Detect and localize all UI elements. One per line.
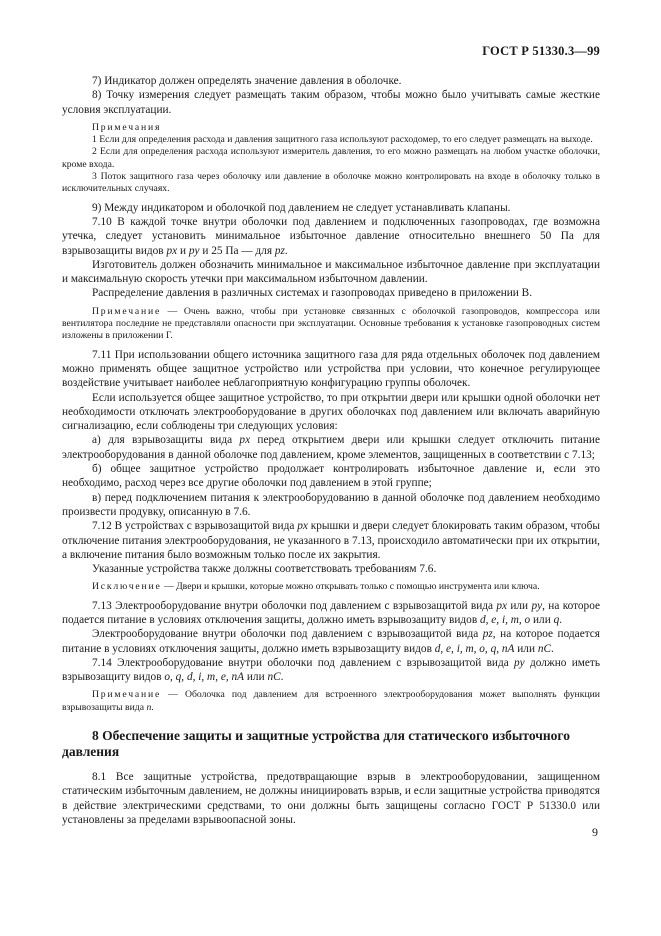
clause-7-11-b: б) общее защитное устройство продолжает контролировать избыточное давление и, если это необходимо, расход через все другие оболочки под давлением в этой группе; xyxy=(62,463,600,490)
note-2: 2 Если для определения расхода используют измеритель давления, то его можно размещать на любом участке оболочки, кроме входа. xyxy=(62,146,600,170)
clause-7-14: 7.14 Электрооборудование внутри оболочки под давлением с взрывозащитой вида py должно иметь взрывозащиту видов o, q, d, i, m, e, nA или nC. xyxy=(62,656,600,684)
item-7: 7) Индикатор должен определять значение давления в оболочке. xyxy=(92,75,402,87)
clause-8-1: 8.1 Все защитные устройства, предотвращающие взрыв в электрооборудовании, защищенном статическим избыточным давлением, не должны инициировать взрыв, и если защитные устройства приводятся в действие электрическими средствами, то они должны быть защищены согласно ГОСТ Р 51330.0 или установлены за пределами взрывоопасной зоны. xyxy=(62,771,600,826)
notes-title: Примечания xyxy=(92,121,162,133)
note-7-14: Примечание — Оболочка под давлением для встроенного электрооборудования может выполнять функции взрывозащиты вида n. xyxy=(62,689,600,713)
page-number: 9 xyxy=(592,825,598,839)
section-8-heading: 8 Обеспечение защиты и защитные устройства для статического избыточного давления xyxy=(62,728,570,760)
clause-7-12: 7.12 В устройствах с взрывозащитой вида px крышки и двери следует блокировать таким образом, чтобы отключение питания электрооборудования, не указанного в 7.13, происходило автоматически при их открытии, а включение питания было возможным только после их закрытия. xyxy=(62,520,600,561)
clause-7-13-pz: Электрооборудование внутри оболочки под давлением с взрывозащитой вида pz, на которое подается питание в условиях отключения защиты, должно иметь взрывозащиту видов d, e, i, m, o, q, nA или nC. xyxy=(62,628,600,655)
note-1: 1 Если для определения расхода и давления защитного газа используют расходомер, то его следует размещать на выходе. xyxy=(92,134,593,146)
clause-7-11-c: в) перед подключением питания к электрооборудованию в данной оболочке под давлением необходимо произвести продувку, описанную в 7.6. xyxy=(62,491,600,518)
exception-7-12: Исключение — Двери и крышки, которые можно открывать только с помощью инструмента или ключа. xyxy=(92,581,540,593)
clause-7-13: 7.13 Электрооборудование внутри оболочки под давлением с взрывозащитой вида px или py, на которое подается питание в условиях отключения защиты, должно иметь взрывозащиту видов d, e, i, m, o или q. xyxy=(62,599,600,626)
clause-7-10: 7.10 В каждой точке внутри оболочки под давлением и подключенных газопроводах, где возможна утечка, следует установить минимальное избыточное давление относительно внешнего 50 Па для взрывозащиты видов px и py и 25 Па — для pz. xyxy=(62,215,600,257)
document-body xyxy=(62,74,600,827)
clause-7-12-requirements: Указанные устройства также должны соответствовать требованиям 7.6. xyxy=(92,563,437,576)
note-7-10: Примечание — Очень важно, чтобы при установке связанных с оболочкой газопроводов, компрессора или вентилятора последние не представляли опасности при эксплуатации. Основные требования к установке газопроводных систем изложены в приложении Г. xyxy=(62,305,600,342)
item-9: 9) Между индикатором и оболочкой под давлением не следует устанавливать клапаны. xyxy=(92,201,511,214)
clause-7-10-distribution: Распределение давления в различных системах и газопроводах приведено в приложении В. xyxy=(92,287,533,300)
note-3: 3 Поток защитного газа через оболочку или давление в оболочке можно контролировать на входе в оболочку только в исключительных случаях. xyxy=(62,171,600,195)
clause-7-10-manufacturer: Изготовитель должен обозначить минимальное и максимальное избыточное давление при эксплуатации и максимальную скорость утечки при максимальном избыточном давлении. xyxy=(62,258,600,286)
document-header: ГОСТ Р 51330.3—99 xyxy=(482,44,600,58)
clause-7-11-a: а) для взрывозащиты вида px перед открытием двери или крышки следует отключить питание электрооборудования в данной оболочке под давлением, кроме элементов, защищенных в соответствии с 7.13; xyxy=(62,434,600,461)
clause-7-11: 7.11 При использовании общего источника защитного газа для ряда отдельных оболочек под давлением можно применять общее защитное устройство или устройства при условии, что конечное регулирующее воздействие учитывает наиболее неблагоприятную конфигурацию группы оболочек. xyxy=(62,348,600,390)
item-8: 8) Точку измерения следует размещать таким образом, чтобы можно было учитывать самые жесткие условия эксплуатации. xyxy=(62,89,600,116)
clause-7-11-common-device: Если используется общее защитное устройство, то при открытии двери или крышки одной оболочки нет необходимости отключать электрооборудование в других оболочках под давлением или включать аварийную сигнализацию, если соблюдены три следующих условия: xyxy=(62,391,600,433)
